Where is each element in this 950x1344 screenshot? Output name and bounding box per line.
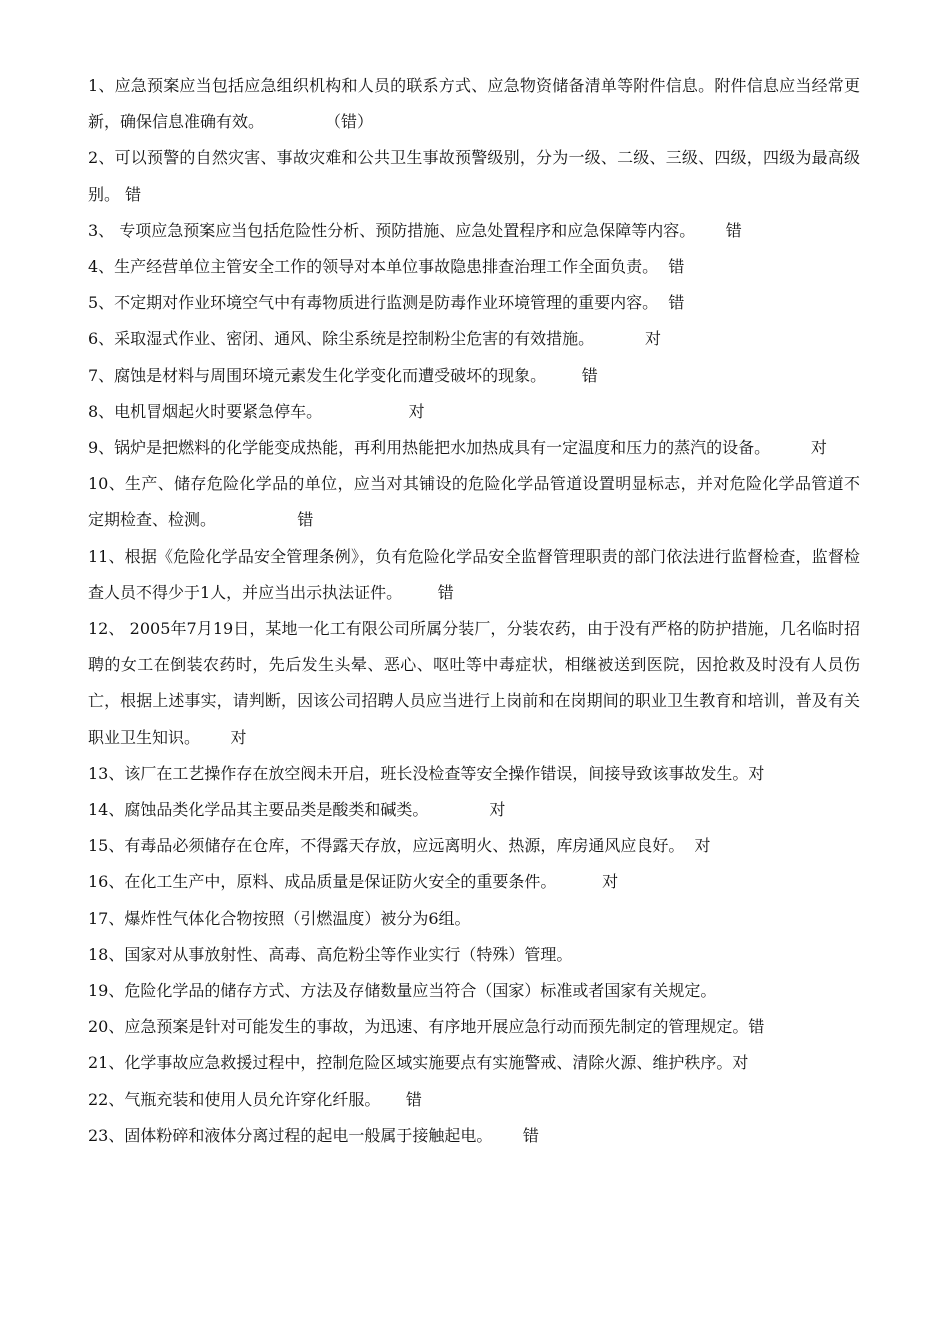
answer-gap [428,800,489,819]
question-6 [88,321,860,357]
question-20 [88,1009,860,1045]
question-text: 15、有毒品必须储存在仓库，不得露天存放，应远离明火、热源，库房通风应良好。 [88,836,685,856]
question-21 [88,1045,860,1081]
question-text: 20、应急预案是针对可能发生的事故，为迅速、有序地开展应急行动而预先制定的管理规定。 [88,1017,749,1037]
answer-mark: 对 [230,727,247,747]
answer-gap [546,366,582,385]
question-text: 3、 专项应急预案应当包括危险性分析、预防措施、应急处置程序和应急保障等内容。 [88,220,696,240]
question-text: 10、生产、储存危险化学品的单位，应当对其铺设的危险化学品管道设置明显标志，并对危险化学品管道不定期检查、检测。 [88,474,860,530]
answer-mark: 错 [668,293,685,313]
question-9 [88,430,860,466]
question-text: 2、可以预警的自然灾害、事故灾难和公共卫生事故预警级别，分为一级、二级、三级、四级，四级为最高级别。 [88,148,860,204]
question-8 [88,394,860,430]
question-14 [88,792,860,828]
answer-mark: 错 [748,1017,765,1037]
answer-mark: （错） [325,112,374,132]
answer-mark: 错 [297,510,314,530]
answer-gap [492,1126,523,1145]
question-text: 16、在化工生产中，原料、成品质量是保证防火安全的重要条件。 [88,872,557,892]
question-22 [88,1082,860,1118]
question-1 [88,68,860,140]
answer-gap [594,329,645,348]
question-23 [88,1118,860,1154]
question-text: 18、国家对从事放射性、高毒、高危粉尘等作业实行（特殊）管理。 [88,944,573,964]
answer-mark: 错 [437,582,454,602]
answer-mark: 对 [645,329,662,349]
question-text: 17、爆炸性气体化合物按照（引燃温度）被分为6组。 [88,908,471,928]
question-12 [88,611,860,756]
question-text: 6、采取湿式作业、密闭、通风、除尘系统是控制粉尘危害的有效措施。 [88,329,595,349]
question-text: 13、该厂在工艺操作存在放空阀未开启，班长没检查等安全操作错误，间接导致该事故发生。 [88,763,749,783]
document-body [88,68,860,1154]
question-18 [88,937,860,973]
question-text: 5、不定期对作业环境空气中有毒物质进行监测是防毒作业环境管理的重要内容。 [88,293,659,313]
question-15 [88,828,860,864]
question-text: 12、 2005年7月19日，某地一化工有限公司所属分装厂，分装农药，由于没有严格的防护措施，几名临时招聘的女工在倒装农药时，先后发生头晕、恶心、呕吐等中毒症状，相继被送到医院，因抢救及时没有人员伤亡，根据上述事实，请判断，因该公司招聘人员应当进行上岗前和在岗期间的职业卫生教育和培训，普及有关职业卫生知识。 [88,619,860,747]
answer-mark: 错 [725,220,742,240]
answer-gap [216,510,297,529]
question-17 [88,901,860,937]
question-text: 7、腐蚀是材料与周围环境元素发生化学变化而遭受破坏的现象。 [88,365,547,385]
question-7 [88,358,860,394]
answer-gap [658,293,668,312]
answer-mark: 错 [125,184,142,204]
answer-gap [322,402,408,421]
question-3 [88,213,860,249]
question-text: 21、化学事故应急救援过程中，控制危险区域实施要点有实施警戒、清除火源、维护秩序。 [88,1053,733,1073]
answer-gap [658,257,668,276]
answer-gap [695,221,726,240]
answer-mark: 错 [668,257,685,277]
question-text: 19、危险化学品的储存方式、方法及存储数量应当符合（国家）标准或者国家有关规定。 [88,981,717,1001]
answer-mark: 对 [810,438,827,458]
answer-gap [556,872,602,891]
answer-mark: 对 [489,800,506,820]
question-text: 9、锅炉是把燃料的化学能变成热能，再利用热能把水加热成具有一定温度和压力的蒸汽的设备。 [88,438,771,458]
answer-mark: 对 [732,1053,749,1073]
question-text: 22、气瓶充装和使用人员允许穿化纤服。 [88,1089,381,1109]
question-text: 23、固体粉碎和液体分离过程的起电一般属于接触起电。 [88,1125,493,1145]
answer-mark: 错 [522,1125,539,1145]
answer-mark: 对 [694,836,711,856]
answer-gap [402,583,438,602]
question-text: 4、生产经营单位主管安全工作的领导对本单位事故隐患排查治理工作全面负责。 [88,257,659,277]
question-2 [88,140,860,212]
answer-gap [684,836,694,855]
answer-mark: 错 [405,1089,422,1109]
question-13 [88,756,860,792]
answer-mark: 对 [748,763,765,783]
question-5 [88,285,860,321]
question-10 [88,466,860,538]
question-text: 11、根据《危险化学品安全管理条例》，负有危险化学品安全监督管理职责的部门依法进行监督检查，监督检查人员不得少于1人，并应当出示执法证件。 [88,546,860,602]
answer-gap [380,1090,405,1109]
question-4 [88,249,860,285]
answer-gap [264,112,325,131]
answer-gap [200,728,231,747]
question-19 [88,973,860,1009]
answer-gap [770,438,811,457]
question-text: 8、电机冒烟起火时要紧急停车。 [88,401,323,421]
question-11 [88,539,860,611]
question-16 [88,864,860,900]
answer-mark: 错 [581,365,598,385]
question-text: 1、应急预案应当包括应急组织机构和人员的联系方式、应急物资储备清单等附件信息。附件信息应当经常更新，确保信息准确有效。 [88,76,860,132]
answer-mark: 对 [408,401,425,421]
question-text: 14、腐蚀品类化学品其主要品类是酸类和碱类。 [88,800,429,820]
answer-mark: 对 [602,872,619,892]
